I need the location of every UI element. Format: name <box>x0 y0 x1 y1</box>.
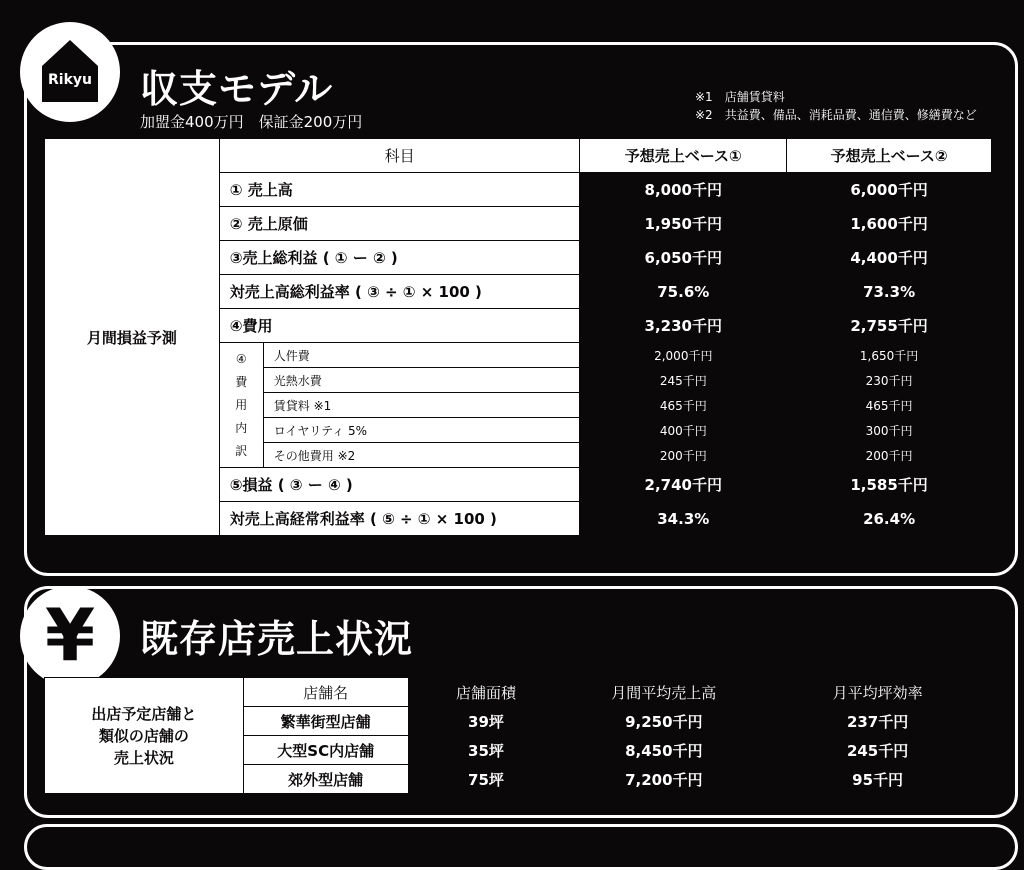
section-title-existing-sales: 既存店売上状況 <box>140 617 414 661</box>
column-header-area: 店舗面積 <box>408 678 564 707</box>
rikyu-logo-label: Rikyu <box>48 72 92 88</box>
house-icon-circle <box>20 22 120 122</box>
breakdown-char: 費 <box>235 374 248 389</box>
store-sales: 9,250千円 <box>564 707 764 736</box>
row-value-base2: 6,000千円 <box>787 173 992 207</box>
note-2: ※2 共益費、備品、消耗品費、通信費、修繕費など <box>695 108 977 122</box>
column-header-efficiency: 月平均坪効率 <box>764 678 992 707</box>
breakdown-char: 内 <box>235 420 248 435</box>
store-area: 75坪 <box>408 765 564 794</box>
row-value-base1: 2,740千円 <box>580 468 787 502</box>
store-area: 35坪 <box>408 736 564 765</box>
breakdown-value-base2: 300千円 <box>787 418 992 443</box>
store-name: 郊外型店舗 <box>243 765 408 794</box>
store-efficiency: 95千円 <box>764 765 992 794</box>
row-value-base1: 75.6% <box>580 275 787 309</box>
row-value-base1: 1,950千円 <box>580 207 787 241</box>
row-value-base2: 1,600千円 <box>787 207 992 241</box>
breakdown-value-base2: 230千円 <box>787 368 992 393</box>
breakdown-label: 人件費 <box>263 343 580 368</box>
breakdown-value-base1: 400千円 <box>580 418 787 443</box>
row-label: 対売上高総利益率 ( ③ ÷ ① × 100 ) <box>219 275 580 309</box>
breakdown-value-base1: 465千円 <box>580 393 787 418</box>
row-value-base2: 26.4% <box>787 502 992 536</box>
row-value-base1: 3,230千円 <box>580 309 787 343</box>
breakdown-value-base2: 200千円 <box>787 443 992 468</box>
column-header-sales: 月間平均売上高 <box>564 678 764 707</box>
row-value-base2: 1,585千円 <box>787 468 992 502</box>
row-value-base1: 34.3% <box>580 502 787 536</box>
store-name: 大型SC内店舗 <box>243 736 408 765</box>
breakdown-value-base1: 2,000千円 <box>580 343 787 368</box>
column-header-base1: 予想売上ベース① <box>580 139 787 173</box>
breakdown-char: ④ <box>235 351 247 366</box>
row-value-base2: 2,755千円 <box>787 309 992 343</box>
row-label: 対売上高経常利益率 ( ⑤ ÷ ① × 100 ) <box>219 502 580 536</box>
column-header-item: 科目 <box>219 139 580 173</box>
store-efficiency: 245千円 <box>764 736 992 765</box>
house-icon <box>40 38 100 104</box>
row-value-base1: 6,050千円 <box>580 241 787 275</box>
row-label: ④費用 <box>219 309 580 343</box>
store-sales: 8,450千円 <box>564 736 764 765</box>
store-area: 39坪 <box>408 707 564 736</box>
breakdown-value-base1: 200千円 <box>580 443 787 468</box>
row-label: ③売上総利益 ( ① ー ② ) <box>219 241 580 275</box>
breakdown-value-base2: 465千円 <box>787 393 992 418</box>
existing-store-table <box>44 677 992 794</box>
column-header-base2: 予想売上ベース② <box>787 139 992 173</box>
breakdown-value-base1: 245千円 <box>580 368 787 393</box>
fee-subtitle: 加盟金400万円 保証金200万円 <box>140 113 363 131</box>
breakdown-char: 用 <box>235 397 248 412</box>
comparison-label: 出店予定店舗と 類似の店舗の 売上状況 <box>45 678 244 794</box>
breakdown-label: 光熱水費 <box>263 368 580 393</box>
section-title-profit-model: 収支モデル <box>140 67 334 111</box>
monthly-forecast-label: 月間損益予測 <box>45 139 220 536</box>
row-value-base2: 4,400千円 <box>787 241 992 275</box>
yen-icon: ¥ <box>44 593 96 677</box>
cost-breakdown-label <box>219 343 263 468</box>
yen-icon-circle <box>20 586 120 686</box>
column-header-store: 店舗名 <box>243 678 408 707</box>
store-efficiency: 237千円 <box>764 707 992 736</box>
breakdown-label: 賃貸料 ※1 <box>263 393 580 418</box>
profit-loss-table <box>44 138 992 536</box>
store-sales: 7,200千円 <box>564 765 764 794</box>
row-value-base2: 73.3% <box>787 275 992 309</box>
row-label: ⑤損益 ( ③ ー ④ ) <box>219 468 580 502</box>
row-label: ① 売上高 <box>219 173 580 207</box>
breakdown-value-base2: 1,650千円 <box>787 343 992 368</box>
row-value-base1: 8,000千円 <box>580 173 787 207</box>
breakdown-label: その他費用 ※2 <box>263 443 580 468</box>
row-label: ② 売上原価 <box>219 207 580 241</box>
breakdown-label: ロイヤリティ 5% <box>263 418 580 443</box>
note-1: ※1 店舗賃貸料 <box>695 90 785 104</box>
store-name: 繁華街型店舗 <box>243 707 408 736</box>
breakdown-char: 訳 <box>235 443 248 458</box>
